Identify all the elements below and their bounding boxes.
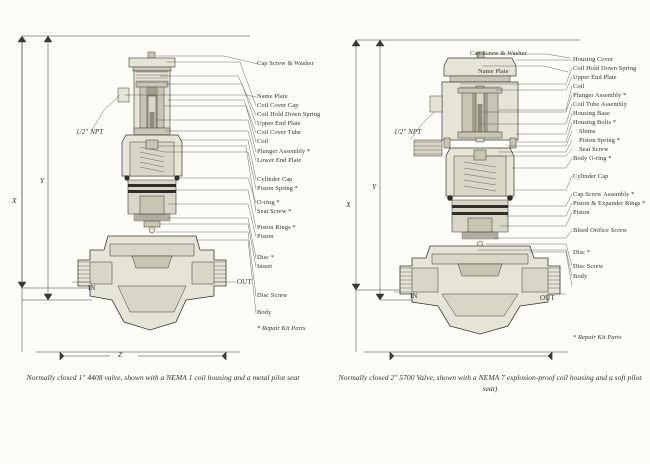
left-dim-z: Z: [118, 350, 123, 359]
right-valve-panel: [330, 0, 650, 464]
right-label-shims: Shims: [579, 128, 596, 135]
right-label-housing-base: Housing Base: [573, 110, 610, 117]
right-dim-y: Y: [372, 182, 377, 191]
left-label-cap-screw-washer: Cap Screw & Washer: [257, 60, 314, 67]
right-label-bleed-orifice-screw: Bleed Orifice Screw: [573, 227, 628, 234]
right-repair-kit-note: * Repair Kit Parts: [573, 334, 622, 341]
left-label-coil: Coil: [257, 138, 269, 145]
left-label-insert: Insert: [257, 263, 273, 270]
right-label-piston-spring: Piston Spring *: [579, 137, 620, 144]
right-label-piston: Piston: [573, 209, 590, 216]
right-label-cap-screw-washer: Cap Screw & Washer: [470, 50, 527, 57]
left-label-lower-end-plate: Lower End Plate: [257, 157, 302, 164]
right-label-body: Body: [573, 273, 588, 280]
right-label-name-plate: Name Plate: [478, 68, 509, 75]
left-dim-x: X: [12, 196, 17, 205]
left-label-name-plate: Name Plate: [257, 93, 288, 100]
right-label-upper-end-plate: Upper End Plate: [573, 74, 617, 81]
left-label-piston: Piston: [257, 233, 274, 240]
left-label-body: Body: [257, 309, 272, 316]
left-label-disc-screw: Disc Screw: [257, 292, 288, 299]
right-label-piston-expander-rings: Piston & Expander Rings *: [573, 200, 646, 207]
right-label-seat-screw: Seat Screw: [579, 146, 609, 153]
right-label-coil: Coil: [573, 83, 585, 90]
left-label-seat-screw: Seat Screw *: [257, 208, 292, 215]
right-port-size: 1/2" NPT: [394, 128, 422, 136]
right-label-disc-screw: Disc Screw: [573, 263, 604, 270]
right-caption: Normally closed 2" 5700 Valve, shown with a NEMA 7 explosion-proof coil housing and a soft pilot seat): [338, 373, 642, 393]
right-dim-x: X: [346, 200, 351, 209]
left-outlet-label: OUT: [237, 278, 252, 286]
left-label-piston-rings: Piston Rings *: [257, 224, 296, 231]
right-outlet-label: OUT: [540, 294, 555, 302]
left-label-coil-cover-tube: Coil Cover Tube: [257, 129, 302, 136]
right-label-cap-screw-assembly: Cap Screw Assembly *: [573, 191, 635, 198]
left-label-coil-cover-cap: Coil Cover Cap: [257, 102, 299, 109]
left-label-o-ring: O-ring *: [257, 199, 280, 206]
right-label-coil-tube-assembly: Coil Tube Assembly: [573, 101, 628, 108]
left-caption: Normally closed 1" 4408 valve, shown with a NEMA 1 coil housing and a metal pilot seat: [26, 373, 300, 382]
left-label-disc: Disc *: [257, 254, 275, 261]
right-label-housing-cover: Housing Cover: [573, 56, 614, 63]
left-label-cylinder-cap: Cylinder Cap: [257, 176, 293, 183]
left-dim-y: Y: [40, 176, 45, 185]
right-label-housing-bolts: Housing Bolts *: [573, 119, 617, 126]
right-label-coil-hold-down-spring: Coil Hold Down Spring: [573, 65, 637, 72]
right-label-plunger-assembly: Plunger Assembly *: [573, 92, 627, 99]
right-label-cylinder-cap: Cylinder Cap: [573, 173, 609, 180]
right-label-disc: Disc *: [573, 249, 591, 256]
left-label-piston-spring: Piston Spring *: [257, 185, 298, 192]
left-label-plunger-assembly: Plunger Assembly *: [257, 148, 311, 155]
left-label-coil-hold-down-spring: Coil Hold Down Spring: [257, 111, 321, 118]
left-port-size: 1/2" NPT: [76, 128, 104, 136]
left-inlet-label: IN: [88, 284, 96, 292]
left-label-upper-end-plate: Upper End Plate: [257, 120, 301, 127]
left-repair-kit-note: * Repair Kit Parts: [257, 325, 306, 332]
right-label-body-o-ring: Body O-ring *: [573, 155, 612, 162]
right-inlet-label: IN: [410, 292, 418, 300]
